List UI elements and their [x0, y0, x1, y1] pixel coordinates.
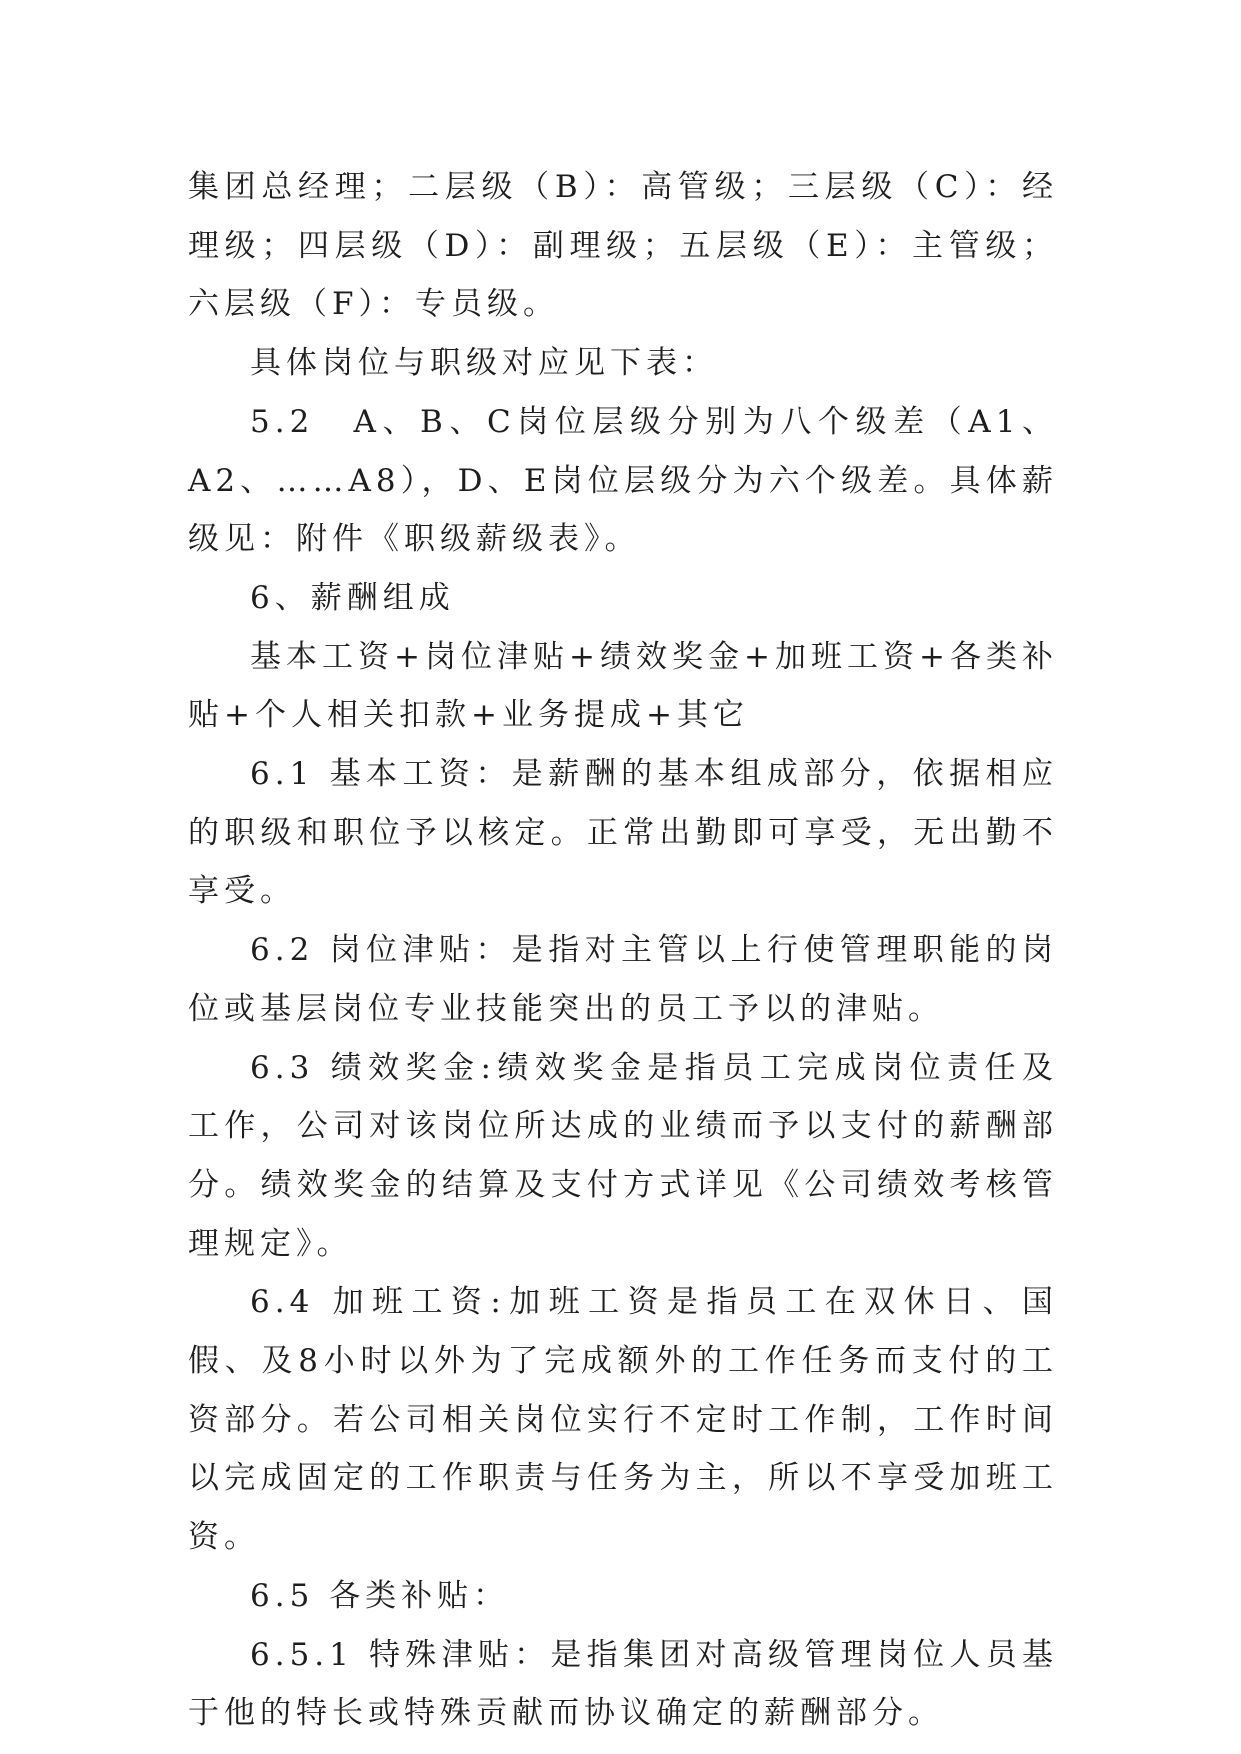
paragraph-6-5-1: 6.5.1 特殊津贴：是指集团对高级管理岗位人员基于他的特长或特殊贡献而协议确定的薪酬部分。	[188, 1636, 1058, 1732]
paragraph-salary-formula: 基本工资+岗位津贴+绩效奖金+加班工资+各类补贴+个人相关扣款+业务提成+其它	[188, 638, 1058, 734]
paragraph-6-3: 6.3 绩效奖金:绩效奖金是指员工完成岗位责任及工作，公司对该岗位所达成的业绩而予以支付的薪酬部分。绩效奖金的结算及支付方式详见《公司绩效考核管理规定》。	[188, 1049, 1058, 1262]
paragraph-6-5: 6.5 各类补贴：	[250, 1577, 510, 1614]
paragraph-6-2: 6.2 岗位津贴：是指对主管以上行使管理职能的岗位或基层岗位专业技能突出的员工予以的津贴。	[188, 932, 1058, 1027]
document-body	[188, 158, 1058, 1743]
paragraph-5-2: 5.2 A、B、C岗位层级分别为八个级差（A1、A2、……A8），D、E岗位层级分为六个级差。具体薪级见：附件《职级薪级表》。	[188, 403, 1058, 558]
paragraph-6-1: 6.1 基本工资：是薪酬的基本组成部分，依据相应的职级和职位予以核定。正常出勤即可享受，无出勤不享受。	[188, 756, 1058, 910]
paragraph-levels: 集团总经理；二层级（B）：高管级；三层级（C）：经理级；四层级（D）：副理级；五层级（E）：主管级；六层级（F）：专员级。	[188, 169, 1058, 323]
section-heading-6: 6、薪酬组成	[250, 579, 455, 616]
paragraph-table-note: 具体岗位与职级对应见下表：	[250, 345, 718, 382]
paragraph-6-4: 6.4 加班工资:加班工资是指员工在双休日、国假、及8小时以外为了完成额外的工作任务而支付的工资部分。若公司相关岗位实行不定时工作制，工作时间以完成固定的工作职责与任务为主，所以不享受加班工资。	[188, 1284, 1058, 1556]
